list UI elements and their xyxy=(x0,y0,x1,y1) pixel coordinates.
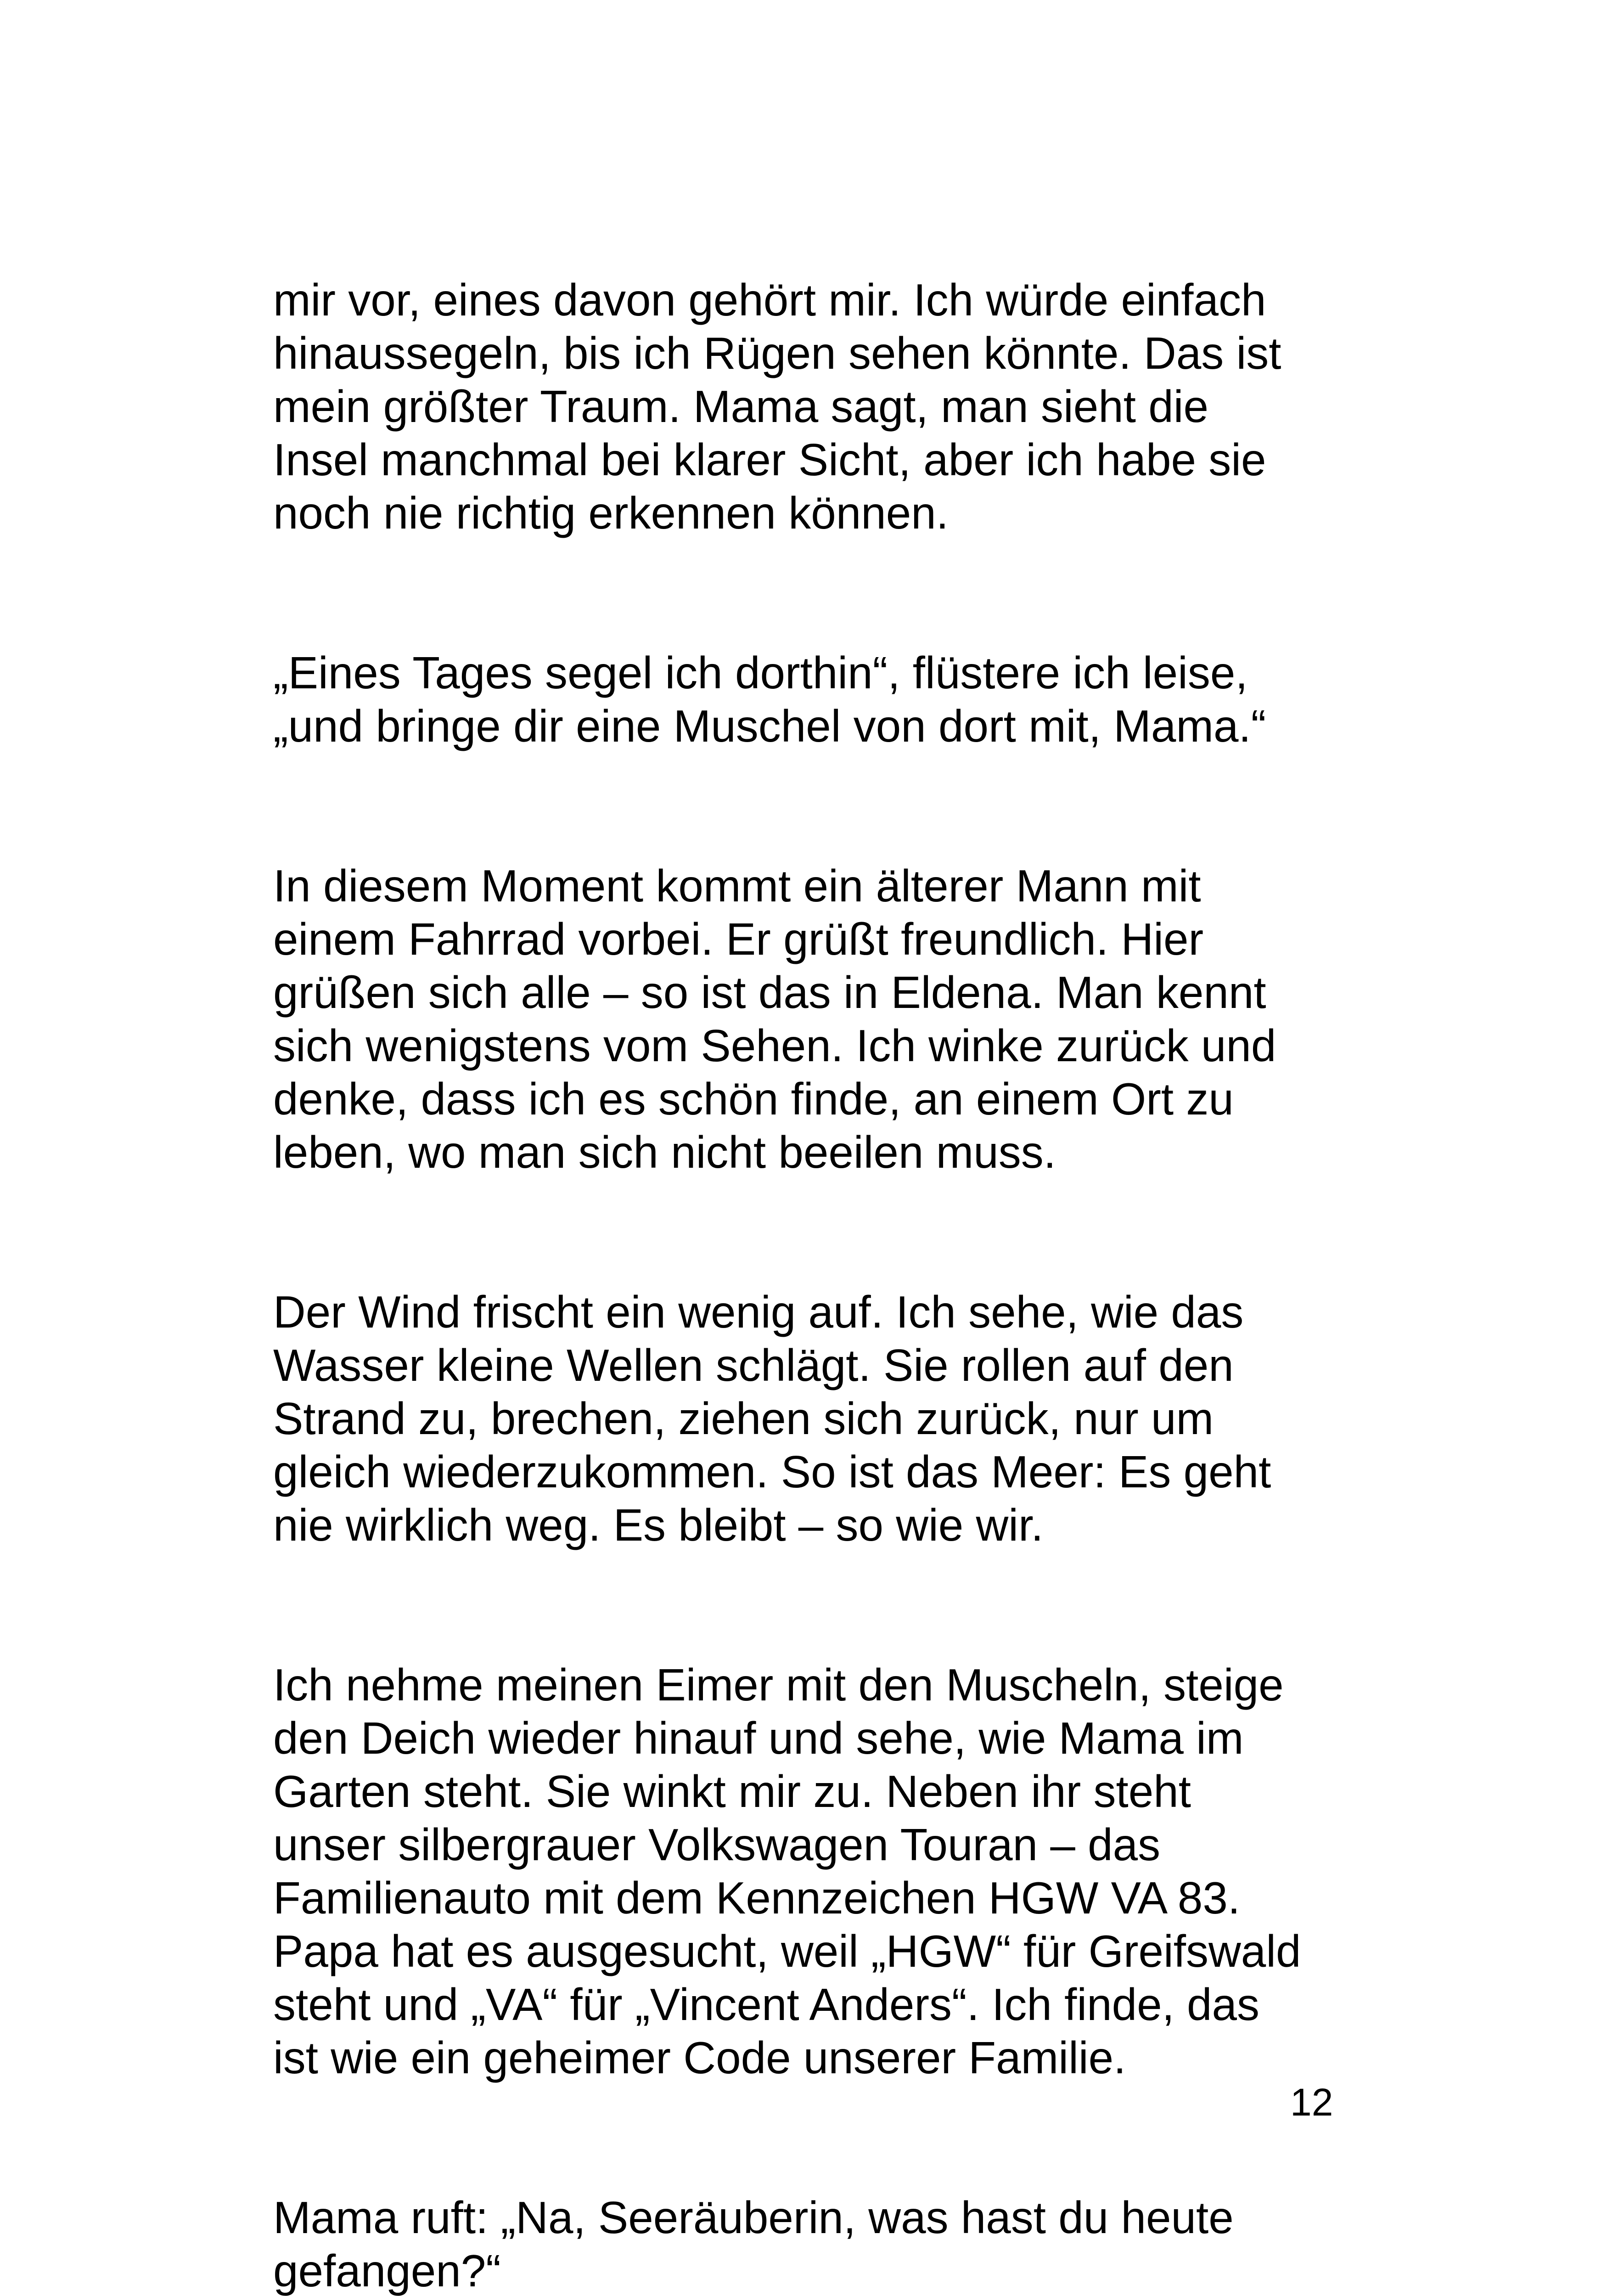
text-line: Insel manchmal bei klarer Sicht, aber ich habe sie xyxy=(273,434,1266,485)
text-line: gleich wiederzukommen. So ist das Meer: Es geht xyxy=(273,1446,1271,1497)
text-line: leben, wo man sich nicht beeilen muss. xyxy=(273,1127,1056,1177)
paragraph xyxy=(273,1285,1375,1552)
page-number: 12 xyxy=(1290,2081,1333,2124)
text-line: einem Fahrrad vorbei. Er grüßt freundlich. Hier xyxy=(273,914,1204,964)
text-line: denke, dass ich es schön finde, an einem Ort zu xyxy=(273,1074,1234,1124)
text-line: den Deich wieder hinauf und sehe, wie Mama im xyxy=(273,1713,1244,1763)
text-line: steht und „VA“ für „Vincent Anders“. Ich finde, das xyxy=(273,1979,1260,2030)
paragraph xyxy=(273,273,1375,540)
text-line: sich wenigstens vom Sehen. Ich winke zurück und xyxy=(273,1020,1276,1071)
text-line: nie wirklich weg. Es bleibt – so wie wir. xyxy=(273,1500,1044,1550)
text-line: grüßen sich alle – so ist das in Eldena. Man kennt xyxy=(273,967,1266,1018)
text-line: mir vor, eines davon gehört mir. Ich würde einfach xyxy=(273,275,1266,325)
paragraph xyxy=(273,646,1375,753)
text-line: Papa hat es ausgesucht, weil „HGW“ für Greifswald xyxy=(273,1926,1301,1976)
text-line: mein größter Traum. Mama sagt, man sieht die xyxy=(273,381,1208,432)
text-line: gefangen?“ xyxy=(273,2245,501,2296)
text-line: „Eines Tages segel ich dorthin“, flüstere ich leise, xyxy=(273,647,1248,698)
text-line: Garten steht. Sie winkt mir zu. Neben ihr steht xyxy=(273,1766,1191,1817)
text-line: Familienauto mit dem Kennzeichen HGW VA 83. xyxy=(273,1873,1241,1923)
paragraph xyxy=(273,859,1375,1179)
text-line: Strand zu, brechen, ziehen sich zurück, nur um xyxy=(273,1393,1214,1444)
text-line: „und bringe dir eine Muschel von dort mit, Mama.“ xyxy=(273,701,1266,751)
paragraph xyxy=(273,1658,1375,2084)
text-line: hinaussegeln, bis ich Rügen sehen könnte. Das ist xyxy=(273,328,1281,378)
text-line: Ich nehme meinen Eimer mit den Muscheln, steige xyxy=(273,1660,1284,1710)
text-line: Mama ruft: „Na, Seeräuberin, was hast du heute xyxy=(273,2192,1234,2243)
text-line: Der Wind frischt ein wenig auf. Ich sehe, wie das xyxy=(273,1287,1244,1337)
text-line: Wasser kleine Wellen schlägt. Sie rollen auf den xyxy=(273,1340,1234,1390)
body-text xyxy=(273,273,1375,2296)
text-line: unser silbergrauer Volkswagen Touran – das xyxy=(273,1819,1161,1870)
text-line: In diesem Moment kommt ein älterer Mann mit xyxy=(273,861,1201,911)
paragraph xyxy=(273,2191,1375,2296)
text-line: noch nie richtig erkennen können. xyxy=(273,488,949,538)
text-line: ist wie ein geheimer Code unserer Familie. xyxy=(273,2032,1126,2083)
